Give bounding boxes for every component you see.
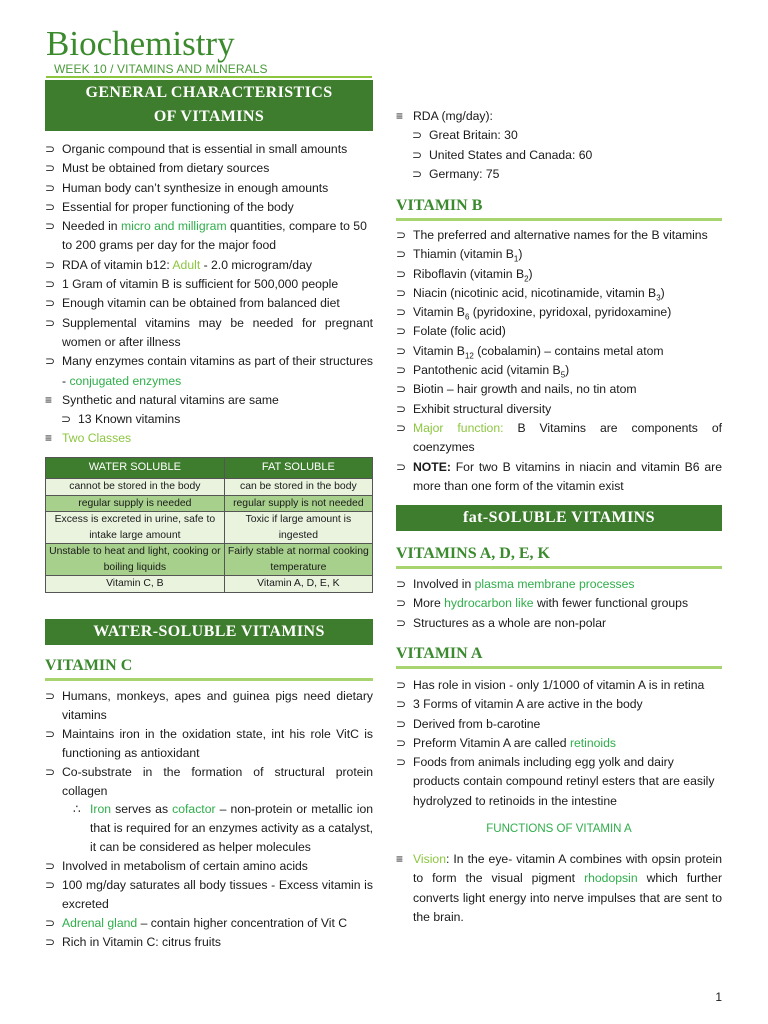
title-rule	[46, 76, 372, 78]
page-number: 1	[715, 990, 722, 1004]
list-item: ⊃ Foods from animals including egg yolk and dairy products contain compound retinyl esters that are easily hydrolyzed to retinoids in the intestine	[396, 755, 715, 808]
list-item: ⊃ Co-substrate in the formation of structural protein collagen	[45, 764, 373, 798]
vitamins-adek-heading: VITAMINS A, D, E, K	[396, 545, 550, 562]
list-item: ⊃ 100 mg/day saturates all body tissues - Excess vitamin is excreted	[45, 878, 373, 911]
list-item: ⊃ Folate (folic acid)	[396, 324, 506, 339]
list-item: ⊃ Enough vitamin can be obtained from balanced diet	[45, 296, 340, 311]
list-item: ⊃ Must be obtained from dietary sources	[45, 161, 270, 176]
list-item: ≡ RDA (mg/day):	[396, 109, 493, 123]
list-item: ⊃ Supplemental vitamins may be needed for pregnant women or after illness	[45, 315, 373, 349]
vitamin-comparison-table	[45, 457, 373, 593]
list-item: ⊃ Thiamin (vitamin $B_1$)	[396, 247, 523, 264]
list-item: ⊃ Exhibit structural diversity	[396, 401, 552, 416]
list-item: ⊃ Many enzymes contain vitamins as part of their structures - conjugated enzymes	[45, 354, 373, 388]
list-item: ⊃ 13 Known vitamins	[61, 412, 181, 427]
list-item: ⊃ Adrenal gland – contain higher concentration of Vit C	[45, 915, 348, 930]
table-row: Excess is excreted in urine, safe to intake large amount Toxic if large amount is ingested	[46, 512, 373, 544]
list-item: ∴ Iron serves as cofactor – non-protein or metallic ion that is required for an enzymes activity as a catalyst, it can be considered as helper molecules	[73, 802, 374, 855]
functions-of-vitamin-a-title: FUNCTIONS OF VITAMIN A	[486, 823, 632, 835]
table-row: Vitamin C, B Vitamin A, D, E, K	[46, 576, 373, 593]
table-row: cannot be stored in the body can be stored in the body	[46, 479, 373, 496]
list-item: ⊃ Structures as a whole are non-polar	[396, 615, 607, 630]
list-item: ⊃ Riboflavin (vitamin $B_2$)	[396, 266, 533, 284]
vitamin-b-list	[396, 226, 722, 496]
vitamin-c-rule	[45, 678, 373, 681]
list-item: ⊃ Great Britain: 30	[412, 128, 518, 143]
list-item: ⊃ RDA of vitamin b12: Adult - 2.0 microgram/day	[45, 257, 312, 272]
vitamin-a-rule	[396, 666, 722, 669]
vitamins-adek-rule	[396, 566, 722, 569]
list-item: ⊃ Essential for proper functioning of the body	[45, 199, 294, 214]
table-row: regular supply is needed regular supply is not needed	[46, 495, 373, 512]
general-characteristics-banner	[45, 80, 373, 131]
table-header: WATER SOLUBLE	[46, 458, 225, 479]
vitamin-c-list	[45, 687, 373, 952]
vitamin-c-heading: VITAMIN C	[45, 657, 133, 674]
list-item: ⊃ Has role in vision - only 1/1000 of vitamin A is in retina	[396, 678, 705, 692]
list-item: ⊃ Needed in micro and milligram quantities, compare to 50 to 200 grams per day for the major food	[45, 219, 367, 253]
vitamin-a-list	[396, 676, 722, 811]
list-item: ≡ Synthetic and natural vitamins are same	[45, 392, 279, 407]
water-soluble-banner: WATER-SOLUBLE VITAMINS	[45, 619, 373, 645]
general-characteristics-list	[45, 140, 373, 449]
list-item: ⊃ Maintains iron in the oxidation state, int his role VitC is functioning as antioxidant	[45, 726, 373, 760]
vitamin-b-rule	[396, 218, 722, 221]
list-item: ⊃ Human body can’t synthesize in enough amounts	[45, 180, 329, 195]
list-item: ⊃ Germany: 75	[412, 166, 500, 181]
list-item: ⊃ The preferred and alternative names for the B vitamins	[396, 228, 708, 242]
list-item: ⊃ Pantothenic acid (vitamin $B_5$)	[396, 363, 570, 380]
list-item: ⊃ Major function: B Vitamins are components of coenzymes	[396, 420, 723, 455]
list-item: ⊃ Biotin – hair growth and nails, no tin atom	[396, 382, 637, 397]
list-item: ⊃ Derived from b-carotine	[396, 716, 541, 731]
list-item: ⊃ United States and Canada: 60	[412, 147, 593, 162]
banner-line-1: GENERAL CHARACTERISTICS	[85, 84, 333, 101]
vitamin-a-heading: VITAMIN A	[396, 645, 483, 662]
fat-soluble-banner: fat-SOLUBLE VITAMINS	[396, 505, 722, 531]
list-item: ⊃ Vitamin $B_{12}$ (cobalamin) – contains metal atom	[396, 343, 664, 361]
list-item: ⊃ 3 Forms of vitamin A are active in the body	[396, 697, 643, 712]
list-item: ⊃ NOTE: For two B vitamins in niacin and vitamin B6 are more than one form of the vitamin exist	[396, 459, 722, 493]
page-title: Biochemistry	[46, 24, 235, 63]
list-item: ⊃ Vitamin $B_6$ (pyridoxine, pyridoxal, pyridoxamine)	[396, 305, 672, 322]
list-item: ⊃ Niacin (nicotinic acid, nicotinamide, vitamin $B_3$)	[396, 285, 665, 303]
list-item: ⊃ Organic compound that is essential in small amounts	[45, 142, 348, 156]
list-item: ⊃ Involved in plasma membrane processes	[396, 577, 635, 591]
table-header: FAT SOLUBLE	[224, 458, 372, 479]
list-item: ⊃ More hydrocarbon like with fewer functional groups	[396, 596, 689, 611]
banner-line-2: OF VITAMINS	[153, 108, 265, 125]
list-item: ⊃ 1 Gram of vitamin B is sufficient for 500,000 people	[45, 277, 339, 292]
list-item: ⊃ Rich in Vitamin C: citrus fruits	[45, 934, 221, 949]
list-item: ≡ Vision: In the eye- vitamin A combines with opsin protein to form the visual pigment rhodopsin which further converts light energy into nerve impulses that are sent to the brain.	[396, 852, 722, 924]
list-item: ⊃ Involved in metabolism of certain amino acids	[45, 859, 308, 874]
table-row: Unstable to heat and light, cooking or boiling liquids Fairly stable at normal cooking temperature	[46, 544, 373, 576]
vitamin-b-heading: VITAMIN B	[396, 197, 483, 214]
list-item: ⊃ Humans, monkeys, apes and guinea pigs need dietary vitamins	[45, 689, 373, 722]
page-subtitle: WEEK 10 / VITAMINS AND MINERALS	[54, 62, 268, 76]
vision-list	[396, 850, 722, 927]
list-item: ≡ Two Classes	[45, 431, 132, 446]
list-item: ⊃ Preform Vitamin A are called retinoids	[396, 735, 617, 750]
vitamins-adek-list	[396, 575, 722, 633]
rda-list	[396, 107, 722, 184]
